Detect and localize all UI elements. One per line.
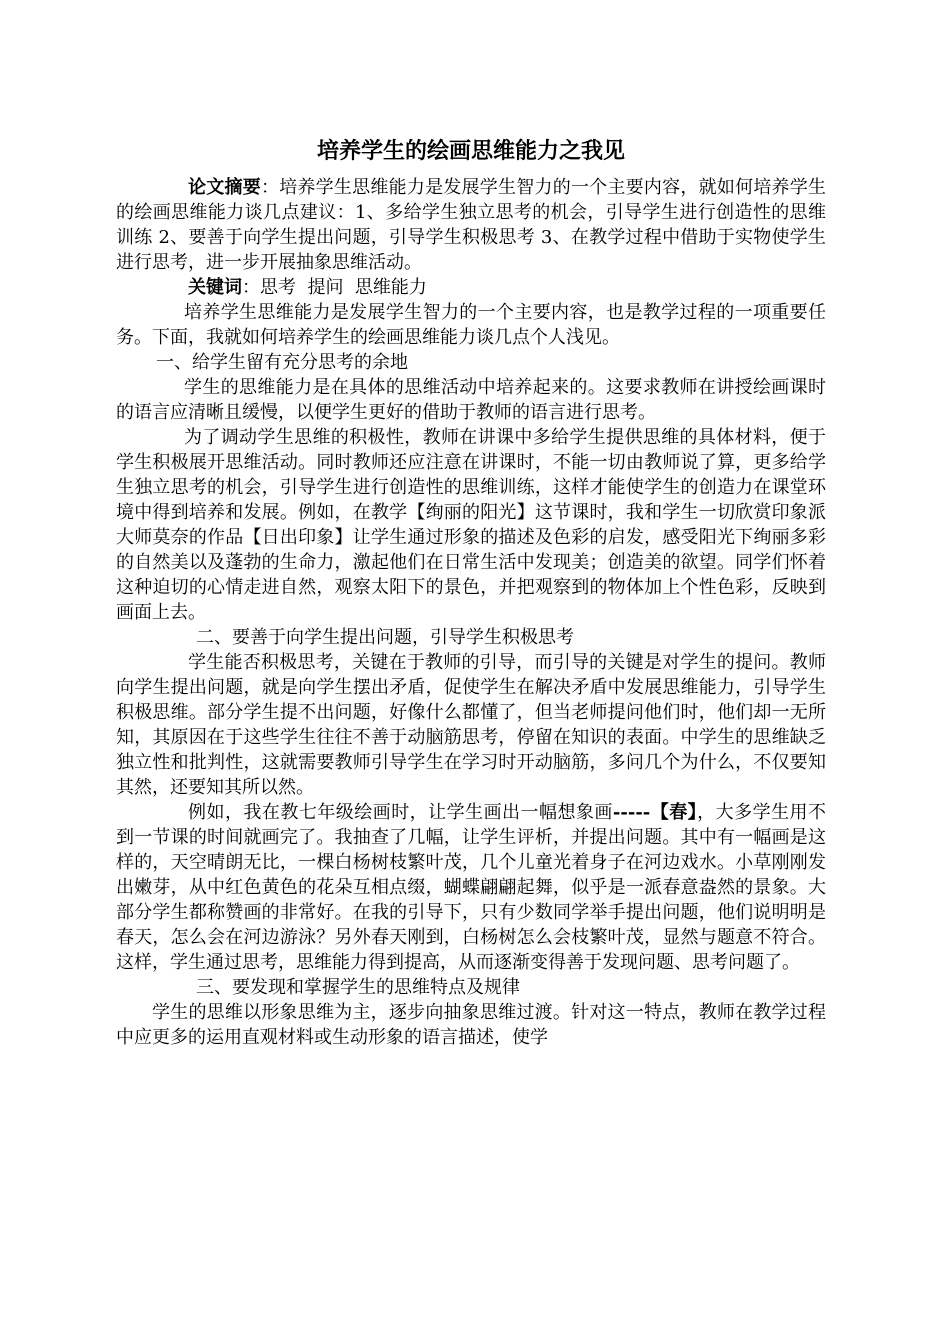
- section2-heading: 二、要善于向学生提出问题，引导学生积极思考: [196, 627, 574, 648]
- section1-paragraph-1: 学生的思维能力是在具体的思维活动中培养起来的。这要求教师在讲授绘画课时的语言应清晰且缓慢，以便学生更好的借助于教师的语言进行思考。: [116, 377, 826, 423]
- section2-p2-dashes: -----: [612, 802, 651, 823]
- abstract-colon: ：: [260, 177, 280, 198]
- section2-paragraph-2: [116, 800, 826, 975]
- section3-paragraph-1: 学生的思维以形象思维为主，逐步向抽象思维过渡。针对这一特点，教师在教学过程中应更多的运用直观材料或生动形象的语言描述，使学: [116, 1002, 826, 1048]
- section3-heading: 三、要发现和掌握学生的思维特点及规律: [196, 977, 520, 998]
- document-title: 培养学生的绘画思维能力之我见: [316, 139, 625, 164]
- abstract-label: 论文摘要: [188, 177, 261, 198]
- abstract-paragraph: [116, 175, 826, 275]
- section2-p2-bracket: 【春】: [650, 802, 698, 823]
- intro-paragraph: 培养学生思维能力是发展学生智力的一个主要内容，也是教学过程的一项重要任务。下面，我就如何培养学生的绘画思维能力谈几点个人浅见。: [116, 302, 826, 348]
- section1-heading: 一、给学生留有充分思考的余地: [156, 352, 408, 373]
- section2-p2-rest: ，大多学生用不到一节课的时间就画完了。我抽查了几幅，让学生评析，并提出问题。其中有一幅画是这样的，天空晴朗无比，一棵白杨树枝繁叶茂，几个儿童光着身子在河边戏水。小草刚刚发出嫩芽，从中红色黄色的花朵互相点缀，蝴蝶翩翩起舞，似乎是一派春意盎然的景象。大部分学生都称赞画的非常好。在我的引导下，只有少数同学举手提出问题，他们说明明是春天，怎么会在河边游泳？另外春天刚到，白杨树怎么会枝繁叶茂，显然与题意不符合。这样，学生通过思考，思维能力得到提高，从而逐渐变得善于发现问题、思考问题了。: [116, 802, 827, 973]
- section1-paragraph-2: 为了调动学生思维的积极性，教师在讲课中多给学生提供思维的具体材料，便于学生积极展开思维活动。同时教师还应注意在讲课时，不能一切由教师说了算，更多给学生独立思考的机会，引导学生进行创造性的思维训练，这样才能使学生的创造力在课堂环境中得到培养和发展。例如，在教学【绚丽的阳光】这节课时，我和学生一切欣赏印象派大师莫奈的作品【日出印象】让学生通过形象的描述及色彩的启发，感受阳光下绚丽多彩的自然美以及蓬勃的生命力，激起他们在日常生活中发现美；创造美的欲望。同学们怀着这种迫切的心情走进自然，观察太阳下的景色，并把观察到的物体加上个性色彩，反映到画面上去。: [116, 427, 826, 623]
- document-page: [116, 134, 826, 1050]
- keywords-colon: ：: [242, 277, 260, 298]
- abstract-text: 培养学生思维能力是发展学生智力的一个主要内容，就如何培养学生的绘画思维能力谈几点建议：1、多给学生独立思考的机会，引导学生进行创造性的思维训练 2、要善于向学生提出问题，引导学生积极思考 3、在教学过程中借助于实物使学生进行思考，进一步开展抽象思维活动。: [116, 177, 827, 273]
- section2-paragraph-1: 学生能否积极思考，关键在于教师的引导，而引导的关键是对学生的提问。教师向学生提出问题，就是向学生摆出矛盾，促使学生在解决矛盾中发展思维能力，引导学生积极思维。部分学生提不出问题，好像什么都懂了，但当老师提问他们时，他们却一无所知，其原因在于这些学生往往不善于动脑筋思考，停留在知识的表面。中学生的思维缺乏独立性和批判性，这就需要教师引导学生在学习时开动脑筋，多问几个为什么，不仅要知其然，还要知其所以然。: [116, 652, 826, 798]
- keywords-text: 思考 提问 思维能力: [260, 277, 427, 298]
- section2-p2-start: 例如，我在教七年级绘画时，让学生画出一幅想象画: [188, 802, 613, 823]
- keywords-paragraph: [116, 275, 826, 300]
- keywords-label: 关键词: [188, 277, 242, 298]
